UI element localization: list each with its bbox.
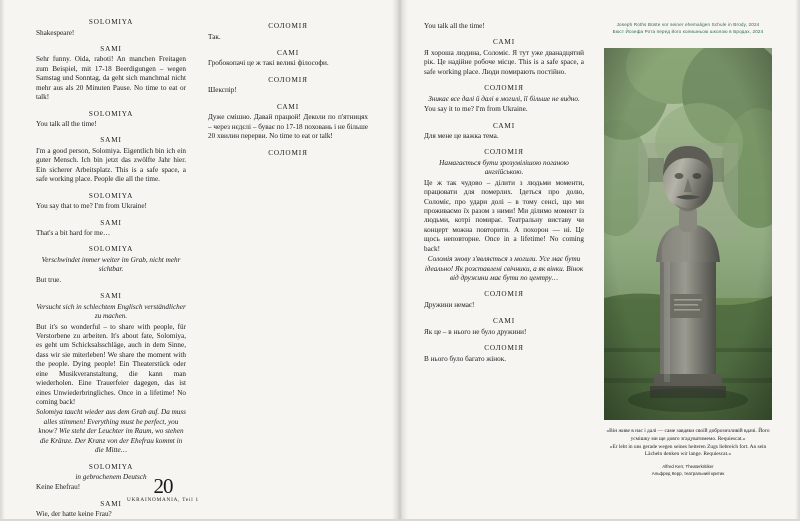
speaker-name: СОЛОМІЯ bbox=[484, 290, 524, 299]
speaker-name: СОЛОМІЯ bbox=[268, 22, 308, 30]
text-column-ukrainian-right bbox=[424, 22, 584, 365]
speaker-name: SOLOMIYA bbox=[88, 109, 134, 118]
dialogue-line: Для мене це важка тема. bbox=[424, 132, 499, 141]
dialogue-line: Гробокопачі це ж такі великі філософи. bbox=[208, 59, 329, 68]
running-title: UKRAINOMANIA, Teil 1 bbox=[127, 497, 199, 503]
photo-caption-ukrainian: Бюст Йозефа Рота перед його колишньою школою в Бродах, 2024 bbox=[612, 28, 764, 34]
quote-ukrainian: «Він живе в нас і далі — саме завдяки своїй доброзичливій вдачі. Його усмішку ми ще довго згадуватимемо. Requiescat.» bbox=[606, 428, 770, 442]
dialogue-line: Так. bbox=[208, 32, 221, 41]
speaker-name: SOLOMIYA bbox=[88, 462, 134, 471]
text-column-ukrainian-left bbox=[208, 22, 368, 159]
dialogue-line: Wie, der hatte keine Frau? bbox=[36, 510, 112, 519]
speaker-name: САМІ bbox=[276, 48, 299, 57]
stage-direction: Solomiya taucht wieder aus dem Grab auf. Da muss alles stimmen! Everything must be perfect, you know? Wie steht der Leuchter im Raum, wo stehen die Kränze. Der Kranz von der Ehefrau kommt in die Mitte… bbox=[36, 408, 186, 455]
photo-caption-top bbox=[604, 22, 772, 36]
quote-source-ukrainian: Альфред Керр, театральний критик bbox=[651, 470, 725, 476]
stage-direction: Verschwindet immer weiter im Grab, nicht mehr sichtbar. bbox=[41, 255, 181, 274]
speaker-name: SAMI bbox=[100, 292, 122, 301]
dialogue-line: You say that to me? I'm from Ukraine! bbox=[36, 202, 147, 211]
speaker-name: SAMI bbox=[100, 136, 122, 145]
dialogue-line: You say it to me? I'm from Ukraine. bbox=[424, 105, 528, 114]
dialogue-line: I'm a good person, Solomiya. Eigentlich bin ich ein guter Mensch. Ich bin jetzt das zwölfte Jahr hier. Ein sicherer Arbeitsplatz. This is a safe space, a safe working place. People die all the time. bbox=[36, 146, 186, 184]
speaker-name: СОЛОМІЯ bbox=[268, 75, 308, 84]
dialogue-line: Шекспір! bbox=[208, 86, 237, 95]
speaker-name: СОЛОМІЯ bbox=[484, 344, 524, 353]
page-number: 20 bbox=[153, 474, 173, 499]
quote-german: »Er lebt in uns gerade wegen seines heiteren Zugs liebreich fort. An sein Lächeln denken wir lange. Requiescat.« bbox=[609, 443, 767, 458]
quote-source-german: Alfred Kerr, Theaterkritiker bbox=[662, 464, 714, 470]
dialogue-line: Як це – в нього не було дружини! bbox=[424, 327, 527, 336]
stage-direction: Versucht sich in schlechtem Englisch verständlicher zu machen. bbox=[36, 302, 186, 321]
photo-caption-german: Joseph Roths Büste vor seiner ehemaligen Schule in Brody, 2024 bbox=[616, 22, 760, 27]
stage-direction: Намагається бути зрозумілішою поганою англійською. bbox=[439, 158, 569, 177]
speaker-name: СОЛОМІЯ bbox=[484, 148, 524, 157]
speaker-name: СОЛОМІЯ bbox=[268, 148, 308, 157]
dialogue-line: But it's so wonderful – to share with people, für Verstorbene zu arbeiten. It's about fate, Solomiya, es geht um Schicksalsschläge, auch in dem Sinne, dass wir sie miterleben! We share the moment with the people. Dying people! Ein Theaterstück oder eine Musikveranstaltung, die kann man wiederholen. Eine Trauerfeier dagegen, das ist eines Unwiederbringliches. Once in a lifetime! No coming back! bbox=[36, 322, 186, 406]
dialogue-line: Shakespeare! bbox=[36, 28, 75, 37]
text-column-german bbox=[36, 18, 186, 521]
photo-graphic bbox=[604, 48, 772, 420]
stage-direction: Соломія знову з'являється з могили. Усе має бути ідеально! Як розставлені свічники, а як вінки. Вінок від дружини має бути по центру… bbox=[424, 255, 584, 283]
speaker-name: SOLOMIYA bbox=[88, 18, 134, 26]
speaker-name: САМІ bbox=[276, 102, 299, 111]
speaker-name: СОЛОМІЯ bbox=[484, 84, 524, 93]
dialogue-line: But true. bbox=[36, 275, 62, 284]
dialogue-line: You talk all the time! bbox=[36, 120, 97, 129]
joseph-roth-bust-photo bbox=[604, 48, 772, 420]
speaker-name: САМІ bbox=[492, 317, 515, 326]
stage-direction: Зникає все далі й далі в могилі, її більше не видно. bbox=[428, 94, 580, 103]
dialogue-line: Дуже смішно. Давай працюй! Деколи по п'ятницях – через нєдєлі – буває по 17-18 поховань і не більше 20 хвилин перерви. No time to eat or talk! bbox=[208, 113, 368, 141]
speaker-name: SOLOMIYA bbox=[88, 191, 134, 200]
speaker-name: SAMI bbox=[100, 218, 122, 227]
speaker-name: SAMI bbox=[100, 44, 122, 53]
dialogue-line: Це ж так чудово – ділити з людьми моменти, працювати для померлих. Ідеться про долю, Соломіє, про удари долі – в тому сенсі, що ми проживаємо їх разом з ними! Ми ділимо момент із людьми, котрі помирає. Театральну виставу чи концерт можна повторити. А похорон — ні. Це щось неповторне. Once in a lifetime! No coming back! bbox=[424, 178, 584, 253]
speaker-name: САМІ bbox=[492, 38, 515, 47]
photo-caption-bottom bbox=[604, 428, 772, 478]
stage-direction: in gebrochenem Deutsch bbox=[75, 473, 147, 481]
dialogue-line: You talk all the time! bbox=[424, 22, 485, 30]
dialogue-line: Sehr funny. Oida, raboti! An manchen Freitagen zum Beispiel, mit 17-18 Beerdigungen – wegen Samstag und Sonntag, da geht sich manchmal nicht mehr aus als 20 Minuten Pause. No time to eat or talk! bbox=[36, 55, 186, 102]
dialogue-line: Я хороша людина, Соломіє. Я тут уже дванадцятий рік. Це надійне робоче місце. This is a safe space, a safe working place. Люди помирають постійно. bbox=[424, 48, 584, 76]
dialogue-line: В нього було багато жінок. bbox=[424, 354, 507, 363]
speaker-name: SAMI bbox=[100, 499, 122, 508]
dialogue-line: That's a bit hard for me… bbox=[36, 229, 111, 238]
speaker-name: САМІ bbox=[492, 121, 515, 130]
dialogue-line: Keine Ehefrau! bbox=[36, 483, 81, 492]
dialogue-line: Дружини немає! bbox=[424, 300, 475, 309]
speaker-name: SOLOMIYA bbox=[88, 245, 134, 254]
